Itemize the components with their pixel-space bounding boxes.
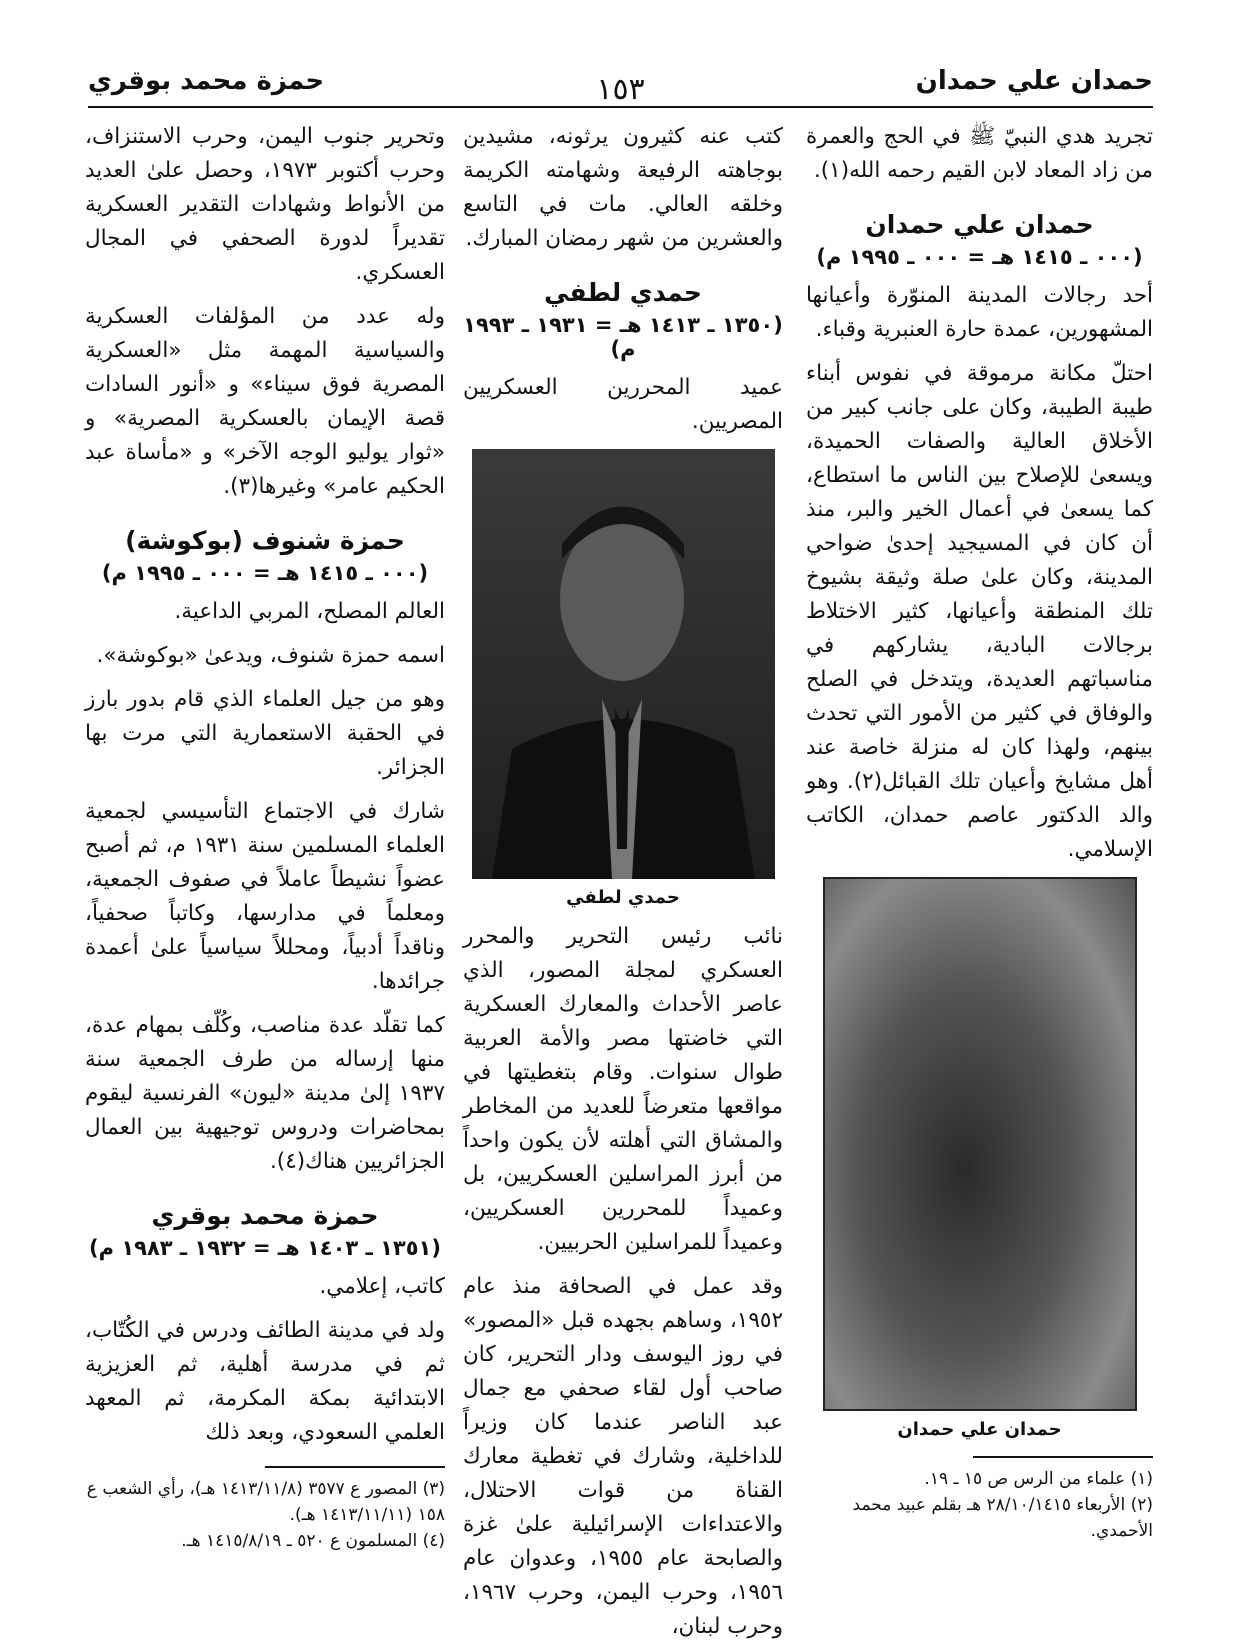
running-title-right: حمدان علي حمدان	[915, 66, 1153, 96]
running-title-left: حمزة محمد بوقري	[88, 66, 325, 96]
page-header	[88, 58, 1153, 108]
bio-paragraph: احتلّ مكانة مرموقة في نفوس أبناء طيبة الطيبة، وكان على جانب كبير من الأخلاق العالية والصفات الحميدة، ويسعىٰ للإصلاح بين الناس ما استطاع، كما يسعىٰ في أعمال الخير والبر، منذ أن كان في المسيجيد إحدىٰ ضواحي المدينة، وكان علىٰ صلة وثيقة بشيوخ تلك المنطقة وأعيانها، كثير الاختلاط برجالات البادية، يشاركهم في مناسباتهم العديدة، ويتدخل في الصلح والوفاق في كثير من الأمور التي تحدث بينهم، ولهذا كان له منزلة خاصة عند أهل مشايخ وأعيان تلك القبائل(٢). وهو والد الدكتور عاصم حمدان، الكاتب الإسلامي.	[806, 361, 1153, 862]
bio-title: حمدان علي حمدان	[865, 210, 1094, 239]
bio-paragraph: نائب رئيس التحرير والمحرر العسكري لمجلة المصور، الذي عاصر الأحداث والمعارك العسكرية التي خاضتها مصر والأمة العربية طوال سنوات. وقام بتغطيتها في مواقعها متعرضاً للعديد من المخاطر والمشاق التي أهلته لأن يكون واحداً من أبرز المراسلين العسكريين، بل وعميداً للمحررين العسكريين، وعميداً للمراسلين الحربيين.	[463, 924, 783, 1255]
portrait-silhouette	[472, 449, 775, 879]
page-number: ١٥٣	[596, 72, 645, 107]
bio-paragraph: ولد في مدينة الطائف ودرس في الكُتّاب، ثم في مدرسة أهلية، ثم العزيزية الابتدائية بمكة المكرمة، ثم المعهد العلمي السعودي، وبعد ذلك	[85, 1318, 445, 1445]
bio-dates: (٠٠٠ ـ ١٤١٥ هـ = ٠٠٠ ـ ١٩٩٥ م)	[101, 561, 429, 585]
bio-paragraph: أحد رجالات المدينة المنوّرة وأعيانها المشهورين، عمدة حارة العنبرية وقباء.	[806, 283, 1153, 342]
bio-paragraph: كاتب، إعلامي.	[319, 1274, 445, 1299]
bio-lead: عميد المحررين العسكريين المصريين.	[463, 375, 783, 434]
photo-caption: حمدان علي حمدان	[897, 1419, 1062, 1440]
bio-paragraph: كما تقلّد عدة مناصب، وكُلّف بمهام عدة، منها إرساله من طرف الجمعية سنة ١٩٣٧ إلىٰ مدينة «ليون» الفرنسية ليقوم بمحاضرات ودروس توجيهية بين العمال الجزائريين هناك(٤).	[85, 1013, 445, 1174]
footnote-divider	[265, 1466, 445, 1468]
intro-paragraph: تجريد هدي النبيّ ﷺ في الحج والعمرة من زاد المعاد لابن القيم رحمه الله(١).	[806, 124, 1153, 183]
bio-paragraph: شارك في الاجتماع التأسيسي لجمعية العلماء المسلمين سنة ١٩٣١ م، ثم أصبح عضواً نشيطاً عاملاً في صفوف الجمعية، ومعلماً في مدارسها، وكاتباً صحفياً، وناقداً أدبياً، ومحللاً سياسياً علىٰ أعمدة جرائدها.	[85, 799, 445, 994]
footnote-divider	[973, 1456, 1153, 1458]
column-right	[806, 120, 1153, 1620]
portrait-photo	[472, 449, 775, 879]
intro-paragraph: كتب عنه كثيرون يرثونه، مشيدين بوجاهته الرفيعة وشهامته الكريمة وخلقه العالي. مات في التاسع والعشرين من شهر رمضان المبارك.	[463, 124, 783, 251]
footnote: (٤) المسلمون ع ٥٢٠ ـ ١٤١٥/٨/١٩ هـ.	[181, 1531, 445, 1551]
bio-paragraph: وقد عمل في الصحافة منذ عام ١٩٥٢، وساهم بجهده قبل «المصور» في روز اليوسف ودار التحرير، كان صاحب أول لقاء صحفي مع جمال عبد الناصر عندما كان وزيراً للداخلية، وشارك في تغطية معارك القناة من قوات الاحتلال، والاعتداءات الإسرائيلية علىٰ غزة والصابحة عام ١٩٥٥، وعدوان عام ١٩٥٦، وحرب اليمن، وحرب ١٩٦٧، وحرب لبنان،	[463, 1274, 783, 1639]
footnote: (١) علماء من الرس ص ١٥ ـ ١٩.	[924, 1469, 1153, 1489]
photo-caption: حمدي لطفي	[566, 887, 680, 908]
footnote: (٢) الأربعاء ٢٨/١٠/١٤١٥ هـ بقلم عبيد محمد الأحمدي.	[852, 1495, 1153, 1541]
column-middle	[463, 120, 783, 1639]
bio-dates: (١٣٥١ ـ ١٤٠٣ هـ = ١٩٣٢ ـ ١٩٨٣ م)	[89, 1236, 441, 1260]
bio-dates: (١٣٥٠ ـ ١٤١٣ هـ = ١٩٣١ ـ ١٩٩٣ م)	[463, 313, 783, 361]
footnote: (٣) المصور ع ٣٥٧٧ (١٤١٣/١١/٨ هـ)، رأي الشعب ع ١٥٨ (١٤١٣/١١/١١ هـ).	[86, 1479, 445, 1525]
bio-title: حمزة محمد بوقري	[151, 1201, 379, 1230]
bio-title: حمدي لطفي	[544, 278, 702, 307]
bio-title: حمزة شنوف (بوكوشة)	[125, 526, 405, 555]
intro-paragraph: وله عدد من المؤلفات العسكرية والسياسية المهمة مثل «العسكرية المصرية فوق سيناء» و «أنور السادات قصة الإيمان بالعسكرية المصرية» و «ثوار يوليو الوجه الآخر» و «مأساة عبد الحكيم عامر» وغيرها(٣).	[85, 304, 445, 499]
column-left	[85, 120, 445, 1620]
intro-paragraph: وتحرير جنوب اليمن، وحرب الاستنزاف، وحرب أكتوبر ١٩٧٣، وحصل علىٰ العديد من الأنواط وشهادات التقدير العسكرية تقديراً لدورة الصحفي في المجال العسكري.	[85, 124, 445, 285]
portrait-photo	[823, 877, 1137, 1411]
bio-paragraph: وهو من جيل العلماء الذي قام بدور بارز في الحقبة الاستعمارية التي مرت بها الجزائر.	[85, 687, 445, 780]
bio-paragraph: العالم المصلح، المربي الداعية.	[174, 599, 445, 624]
bio-paragraph: اسمه حمزة شنوف، ويدعىٰ «بوكوشة».	[96, 643, 445, 668]
bio-dates: (٠٠٠ ـ ١٤١٥ هـ = ٠٠٠ ـ ١٩٩٥ م)	[816, 245, 1143, 269]
